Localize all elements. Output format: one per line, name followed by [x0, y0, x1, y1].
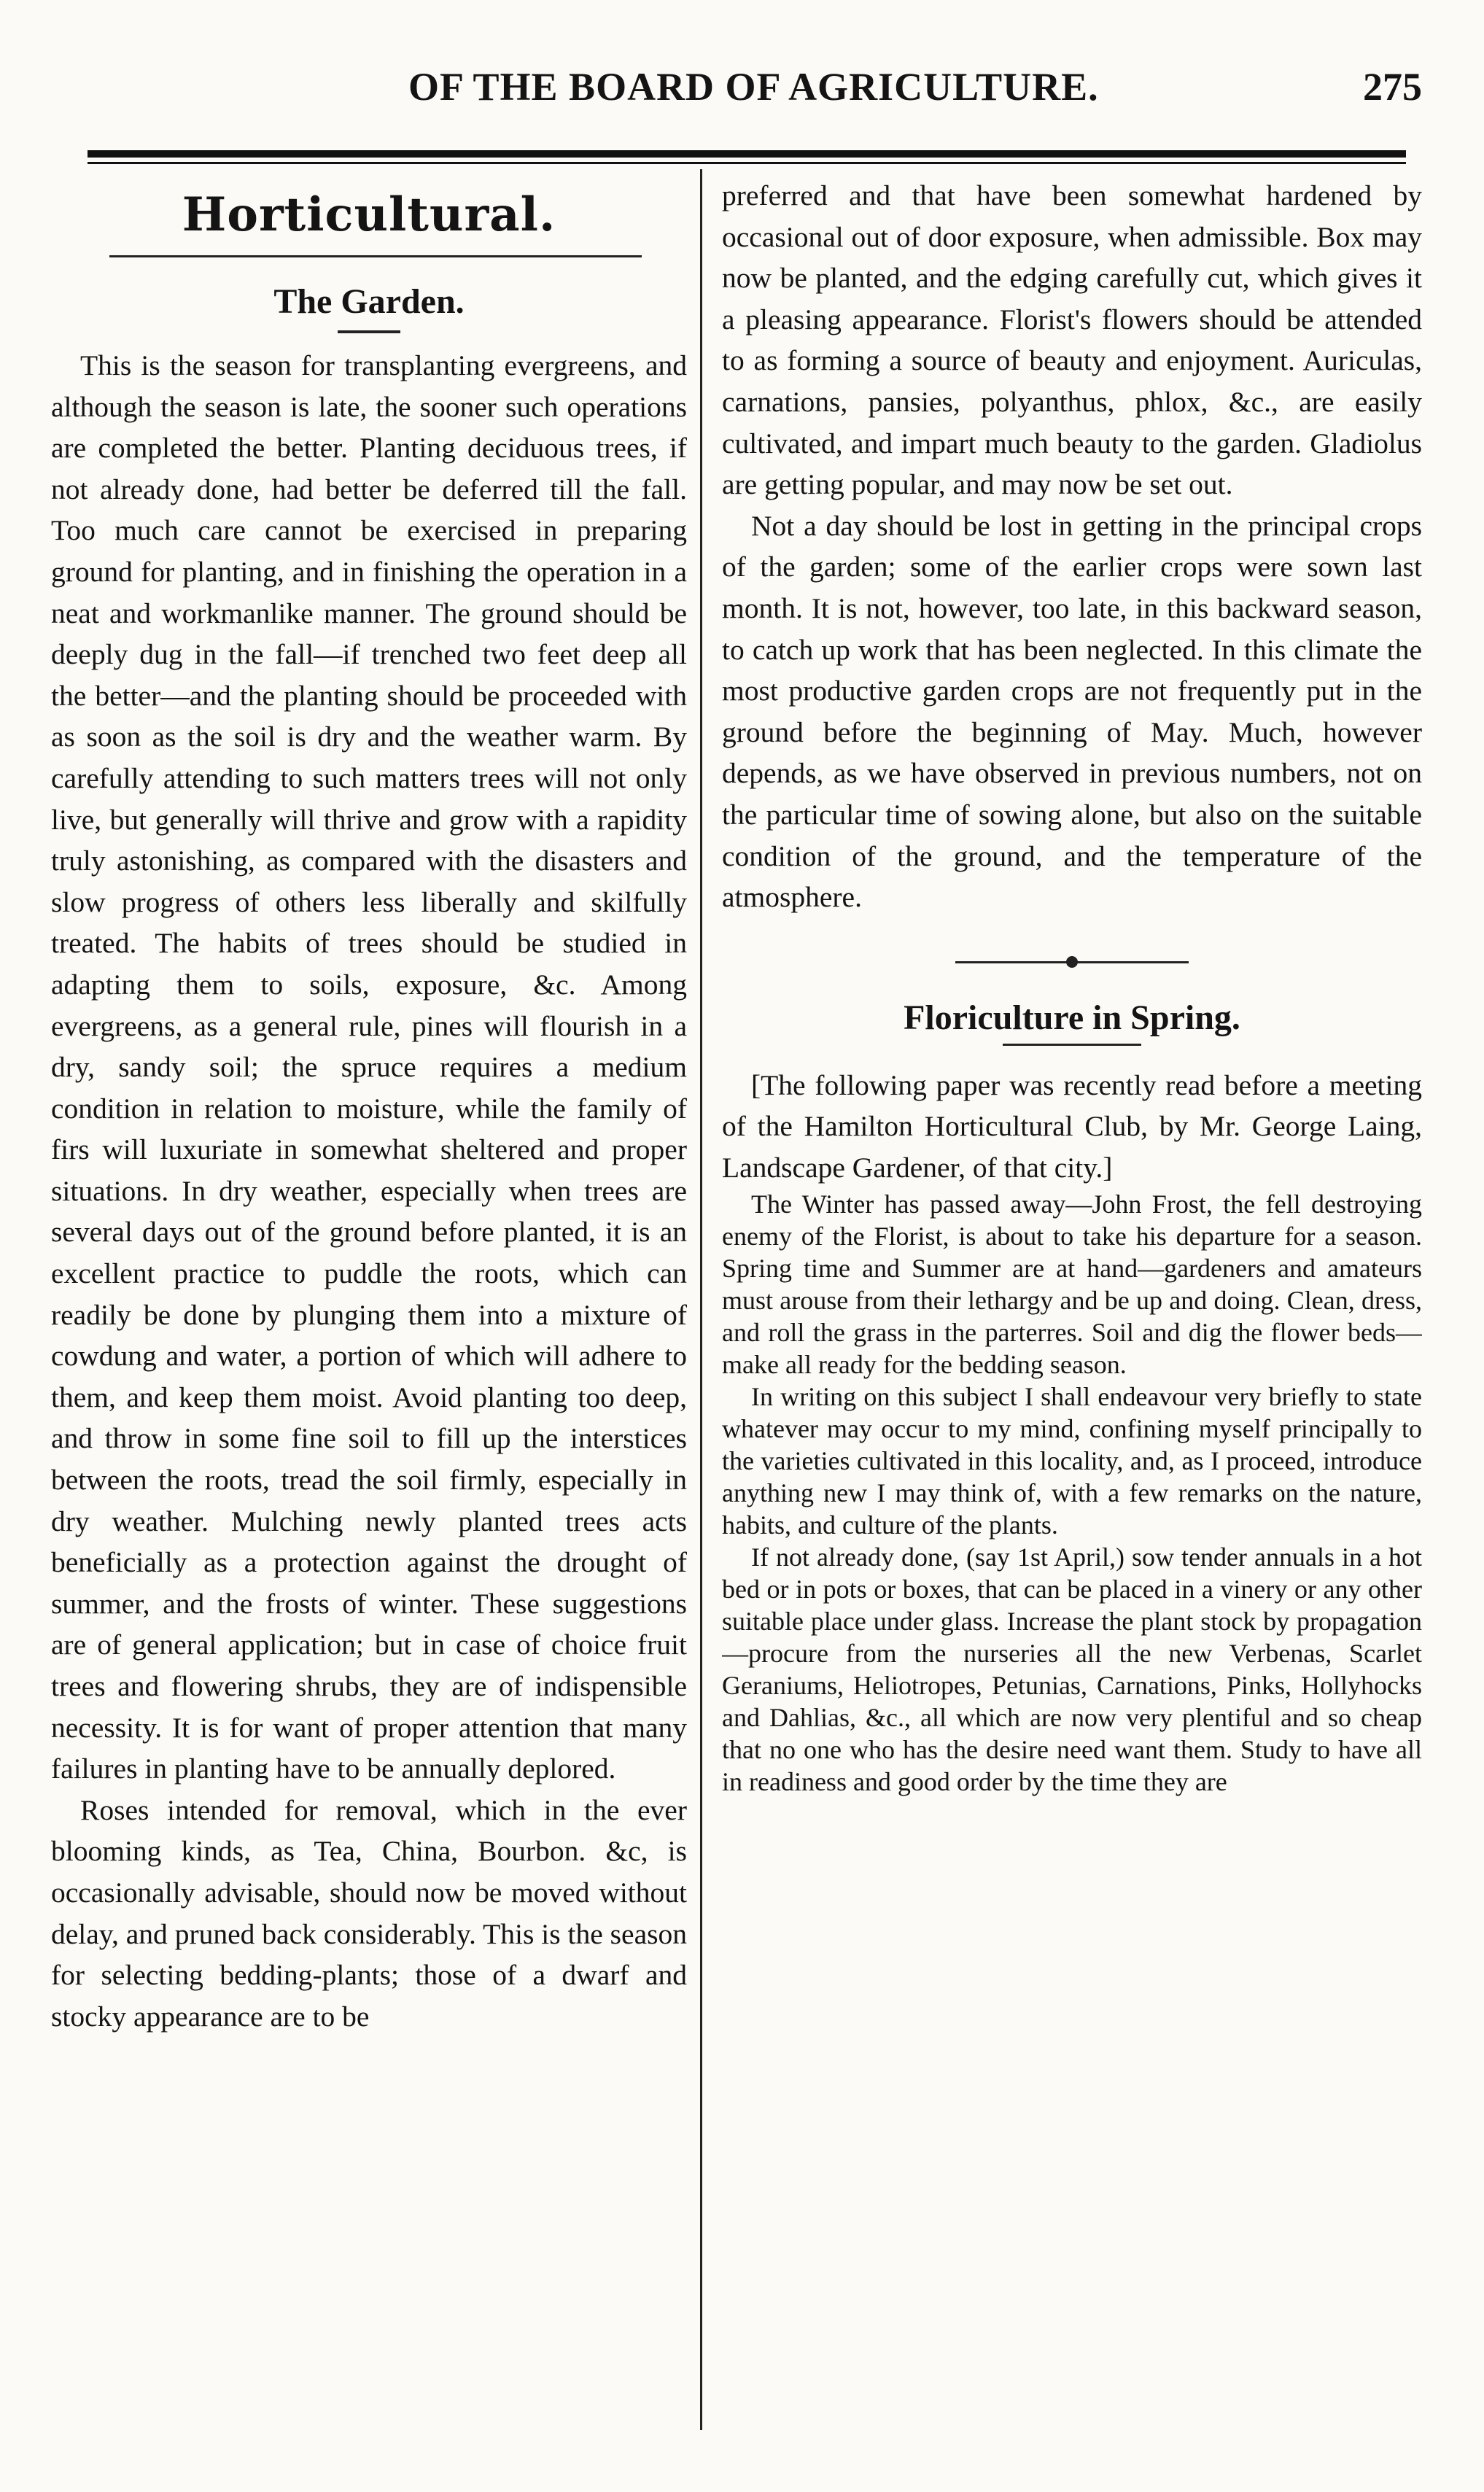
paragraph: The Winter has passed away—John Frost, the fell destroying enemy of the Florist, is about to take his departure for a season. Spring time and Summer are at hand—gardeners and amateurs must arouse from their lethargy and be up and doing. Clean, dress, and roll the grass in the parterres. Soil and dig the flower beds—make all ready for the bedding season. — [722, 1189, 1422, 1380]
page-header-title: OF THE BOARD OF AGRICULTURE. — [408, 65, 1099, 109]
paragraph: Roses intended for removal, which in the ever blooming kinds, as Tea, China, Bourbon. &c, is occasionally advisable, should now be moved without delay, and pruned back considerably. This is the season for selecting bedding-plants; those of a dwarf and stocky appearance are to be — [51, 1793, 687, 2033]
page-number: 275 — [1363, 65, 1422, 109]
intro-paragraph: [The following paper was recently read before a meeting of the Hamilton Horticultural Club, by Mr. George Laing, Landscape Gardener, of that city.] — [722, 1068, 1422, 1184]
header-rule-thick — [88, 150, 1406, 158]
column-divider — [700, 169, 702, 2430]
section-rule — [109, 255, 642, 257]
paragraph: In writing on this subject I shall endeavour very briefly to state whatever may occur to my mind, confining myself principally to the varieties cultivated in this locality, and, as I proceed, introduce anything new I may think of, with a few remarks on the nature, habits, and culture of the plants. — [722, 1382, 1422, 1540]
left-column — [51, 175, 687, 2407]
paragraph: This is the season for transplanting evergreens, and although the season is late, the sooner such operations are completed the better. Planting deciduous trees, if not already done, had better be deferred till the fall. Too much care cannot be exercised in preparing ground for planting, and in finishing the operation in a neat and workmanlike manner. The ground should be deeply dug in the fall—if trenched two feet deep all the better—and the planting should be proceeded with as soon as the soil is dry and the weather warm. By carefully attending to such matters trees will not only live, but generally will thrive and grow with a rapidity truly astonishing, as compared with the disasters and slow progress of others less liberally and skilfully treated. The habits of trees should be studied in adapting them to soils, exposure, &c. Among evergreens, as a general rule, pines will flourish in a dry, sandy soil; the spruce requires a medium condition in relation to moisture, while the family of firs will luxuriate in somewhat sheltered and proper situations. In dry weather, especially when trees are several days out of the ground before planted, it is an excellent practice to puddle the roots, which can readily be done by plunging them into a mixture of cowdung and water, a portion of which will adhere to them, and keep them moist. Avoid planting too deep, and throw in some fine soil to fill up the interstices between the roots, tread the soil firmly, especially in dry weather. Mulching newly planted trees acts beneficially as a protection against the drought of summer, and the frosts of winter. These suggestions are of general application; but in case of choice fruit trees and flowering shrubs, they are of indispensible necessity. It is for want of proper attention that many failures in planting have to be annually deplored. — [51, 349, 687, 1785]
paragraph: If not already done, (say 1st April,) sow tender annuals in a hot bed or in pots or boxes, that can be placed in a vinery or any other suitable place under glass. Increase the plant stock by propagation—procure from the nurseries all the new Verbenas, Scarlet Geraniums, Heliotropes, Petunias, Carnations, Pinks, Hollyhocks and Dahlias, &c., all which are now very plentiful and so cheap that no one who has the desire need want them. Study to have all in readiness and good order by the time they are — [722, 1542, 1422, 1797]
title-underline — [338, 330, 400, 333]
article-title-floriculture: Floriculture in Spring. — [904, 998, 1240, 1037]
title-underline — [1003, 1044, 1141, 1046]
header-rule-thin — [88, 162, 1406, 164]
ornament-divider — [955, 947, 1189, 977]
section-heading: Horticultural. — [182, 187, 556, 242]
right-column — [722, 175, 1422, 2421]
paragraph: preferred and that have been somewhat hardened by occasional out of door exposure, when admissible. Box may now be planted, and the edging carefully cut, which gives it a pleasing appearance. Florist's flowers should be attended to as forming a source of beauty and enjoyment. Auriculas, carnations, pansies, polyanthus, phlox, &c., are easily cultivated, and impart much beauty to the garden. Gladiolus are getting popular, and may now be set out. — [722, 179, 1422, 501]
paragraph: Not a day should be lost in getting in the principal crops of the garden; some of the earlier crops were sown last month. It is not, however, too late, in this backward season, to catch up work that has been neglected. In this climate the most productive garden crops are not frequently put in the ground before the beginning of May. Much, however depends, as we have observed in previous numbers, not on the particular time of sowing alone, but also on the suitable condition of the ground, and the temperature of the atmosphere. — [722, 509, 1422, 914]
article-title-garden: The Garden. — [273, 282, 465, 321]
